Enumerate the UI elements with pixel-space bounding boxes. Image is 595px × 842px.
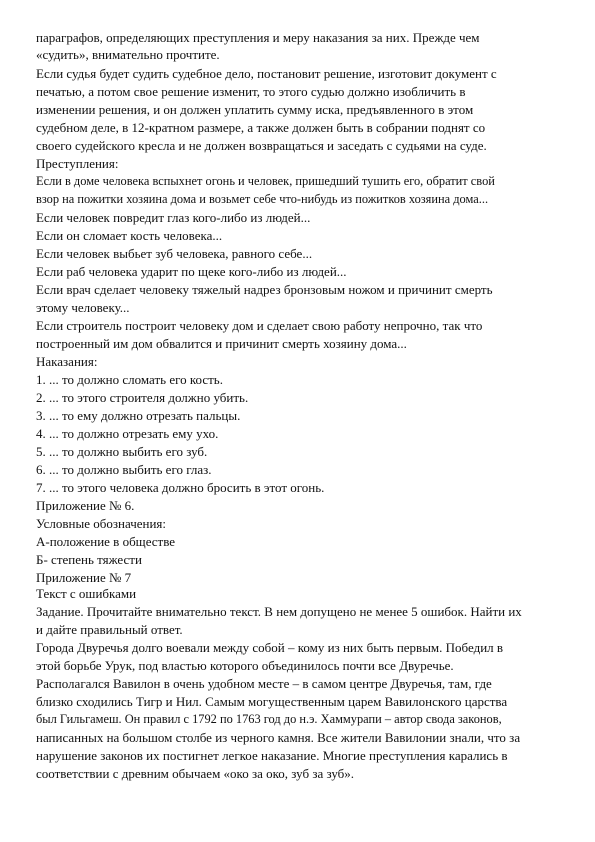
section-heading-crimes: Преступления:: [36, 156, 119, 171]
text-line: Если в доме человека вспыхнет огонь и человек, пришедший тушить его, обратит свой: [36, 174, 495, 188]
legend-item-b: Б- степень тяжести: [36, 552, 142, 567]
text-line: Если человек повредит глаз кого-либо из людей...: [36, 210, 311, 225]
list-item: 1. ... то должно сломать его кость.: [36, 372, 223, 387]
list-item: 4. ... то должно отрезать ему ухо.: [36, 426, 219, 441]
text-line: Если он сломает кость человека...: [36, 228, 223, 243]
text-line: этому человеку...: [36, 300, 130, 315]
task-line: и дайте правильный ответ.: [36, 622, 183, 637]
appendix-6-heading: Приложение № 6.: [36, 498, 135, 513]
legend-item-a: А-положение в обществе: [36, 534, 176, 549]
text-line: параграфов, определяющих преступления и меру наказания за них. Прежде чем: [36, 30, 480, 45]
text-line: своего судейского кресла и не должен возвращаться и заседать с судьями на суде.: [36, 138, 487, 153]
task-line: Задание. Прочитайте внимательно текст. В нем допущено не менее 5 ошибок. Найти их: [36, 604, 522, 619]
text-line: Если строитель построит человеку дом и сделает свою работу непрочно, так что: [36, 318, 483, 333]
text-line: построенный им дом обвалится и причинит смерть хозяину дома...: [36, 336, 407, 351]
appendix-7-heading: Приложение № 7: [36, 570, 132, 585]
text-line: Если врач сделает человеку тяжелый надрез бронзовым ножом и причинит смерть: [36, 282, 493, 297]
text-line: взор на пожитки хозяина дома и возьмет себе что-нибудь из пожитков хозяина дома...: [36, 192, 489, 206]
list-item: 6. ... то должно выбить его глаз.: [36, 462, 212, 477]
text-line: написанных на большом столбе из черного камня. Все жители Вавилонии знали, что за: [36, 730, 521, 745]
text-line: судебном деле, в 12-кратном размере, а также должен быть в собрании поднят со: [36, 120, 486, 135]
text-line: печатью, а потом свое решение изменит, то этого судью должно изобличить в: [36, 84, 466, 99]
text-line: «судить», внимательно прочтите.: [36, 47, 220, 62]
text-line: Располагался Вавилон в очень удобном месте – в самом центре Двуречья, там, где: [36, 676, 492, 691]
text-line: Если судья будет судить судебное дело, постановит решение, изготовит документ с: [36, 66, 497, 81]
text-line: Если раб человека ударит по щеке кого-либо из людей...: [36, 264, 347, 279]
text-line: нарушение законов их постигнет легкое наказание. Многие преступления карались в: [36, 748, 508, 763]
text-line: был Гильгамеш. Он правил с 1792 по 1763 год до н.э. Хаммурапи – автор свода законов,: [36, 712, 502, 726]
text-line: Города Двуречья долго воевали между собой – кому из них быть первым. Победил в: [36, 640, 504, 655]
text-line: изменении решения, и он должен уплатить сумму иска, предъявленного в этом: [36, 102, 474, 117]
list-item: 2. ... то этого строителя должно убить.: [36, 390, 249, 405]
legend-heading: Условные обозначения:: [36, 516, 167, 531]
list-item: 3. ... то ему должно отрезать пальцы.: [36, 408, 241, 423]
text-line: этой борьбе Урук, под властью которого объединилось почти все Двуречье.: [36, 658, 454, 673]
list-item: 7. ... то этого человека должно бросить в этот огонь.: [36, 480, 325, 495]
text-line: соответствии с древним обычаем «око за око, зуб за зуб».: [36, 766, 355, 781]
text-with-errors-heading: Текст с ошибками: [36, 586, 137, 601]
list-item: 5. ... то должно выбить его зуб.: [36, 444, 208, 459]
text-line: близко сходились Тигр и Нил. Самым могущественным царем Вавилонского царства: [36, 694, 508, 709]
section-heading-punishments: Наказания:: [36, 354, 98, 369]
text-line: Если человек выбьет зуб человека, равного себе...: [36, 246, 313, 261]
